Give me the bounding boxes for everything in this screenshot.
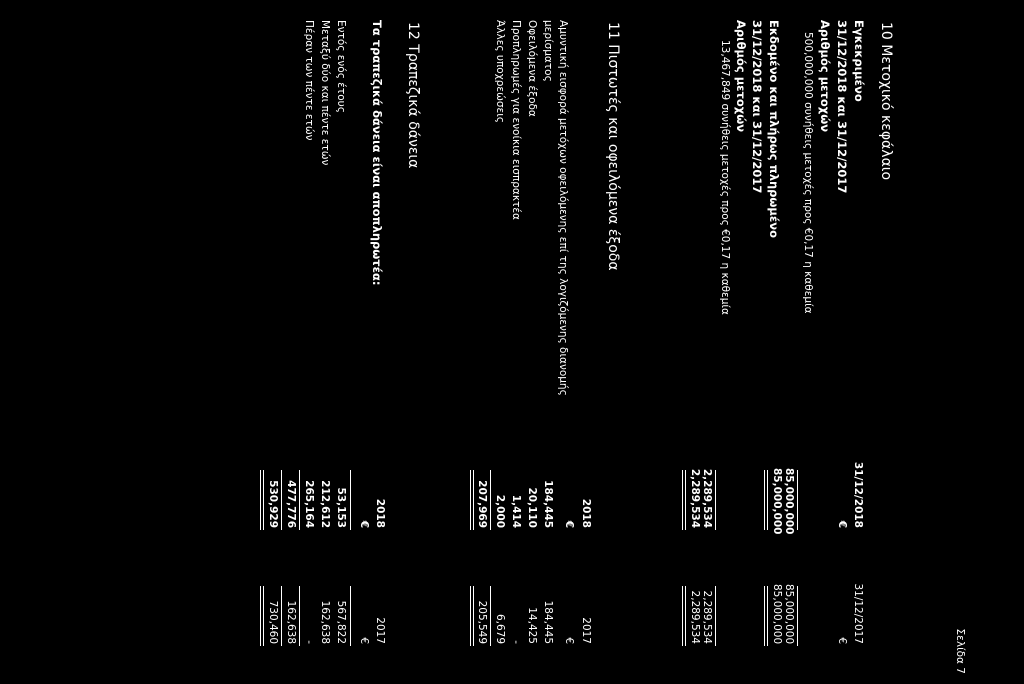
double-rule bbox=[260, 586, 261, 646]
liability-value-2018: 20,110 bbox=[526, 487, 538, 528]
note12-intro: Τα τραπεζικά δάνεια είναι αποπληρωτέα: bbox=[370, 20, 384, 286]
issued-value-2018: 2,289,534 bbox=[701, 468, 713, 528]
issued-heading: Εκδομένο και πλήρως πληρωμένο bbox=[767, 20, 781, 238]
double-rule bbox=[685, 586, 686, 646]
liability-label: Προπληρωμές για ενοίκια εισπρακτέα bbox=[510, 20, 522, 220]
note11-currency-2018: € bbox=[563, 520, 575, 528]
note12-total-2018: 530,929 bbox=[267, 480, 279, 528]
authorized-total-2018: 85,000,000 bbox=[771, 468, 783, 535]
liability-value-2018: 1,414 bbox=[510, 494, 522, 528]
note10-col-2017: 31/12/2017 bbox=[852, 583, 864, 644]
note11-total-2017: 205,549 bbox=[476, 600, 488, 644]
rule bbox=[281, 470, 282, 530]
loan-subtotal-2017: - bbox=[303, 640, 315, 644]
rule bbox=[350, 470, 351, 530]
loan-value-2017: 162,638 bbox=[285, 600, 297, 644]
rule bbox=[797, 470, 798, 530]
note10-currency-2017: € bbox=[836, 637, 848, 644]
double-rule bbox=[682, 470, 683, 530]
note11-total-2018: 207,969 bbox=[476, 480, 488, 528]
note10-col-2018: 31/12/2018 bbox=[852, 461, 864, 528]
note10-title: 10 Μετοχικό κεφάλαιο bbox=[878, 22, 894, 181]
double-rule bbox=[470, 470, 471, 530]
liability-value-2018: 184,445 bbox=[542, 480, 554, 528]
liability-label: Αμυντική εισφορά μετόχων οφειλόμενης επί της λογιζόμενης διανομής bbox=[557, 20, 569, 396]
loan-label: Εντός ενός έτους bbox=[335, 20, 347, 113]
liability-value-2017: 14,425 bbox=[526, 607, 538, 644]
loan-value-2018: 212,612 bbox=[319, 480, 331, 528]
rule bbox=[490, 470, 491, 530]
double-rule bbox=[685, 470, 686, 530]
note11-currency-2017: € bbox=[563, 637, 575, 644]
authorized-value-2018: 85,000,000 bbox=[783, 468, 795, 535]
issued-value-2017: 2,289,534 bbox=[701, 590, 713, 644]
liability-label: μερίσματος bbox=[542, 20, 554, 82]
liability-value-2017: 6,679 bbox=[494, 613, 506, 644]
note11-title: 11 Πιστωτές και οφειλόμενα έξοδα bbox=[605, 22, 621, 271]
note12-title: 12 Τραπεζικά δάνεια bbox=[405, 22, 421, 169]
double-rule bbox=[764, 586, 765, 646]
liability-label: Οφειλόμενα έξοδα bbox=[526, 20, 538, 117]
rule bbox=[490, 586, 491, 646]
authorized-shares-heading: Αριθμός μετοχών bbox=[818, 20, 832, 133]
rule bbox=[715, 586, 716, 646]
loan-label: Πέραν των πέντε ετών bbox=[303, 20, 315, 141]
rule bbox=[715, 470, 716, 530]
authorized-shares-text: 500,000,000 συνήθεις μετοχές προς €0,17 η καθεμία bbox=[802, 32, 814, 314]
rule bbox=[299, 586, 300, 646]
double-rule bbox=[260, 470, 261, 530]
issued-dates: 31/12/2018 και 31/12/2017 bbox=[750, 20, 764, 194]
loan-label: Μεταξύ δύο και πέντε ετών bbox=[319, 20, 331, 166]
loan-value-2018: 53,153 bbox=[335, 487, 347, 528]
rule bbox=[797, 586, 798, 646]
note11-col-2017: 2017 bbox=[580, 617, 592, 644]
double-rule bbox=[470, 586, 471, 646]
authorized-value-2017: 85,000,000 bbox=[783, 584, 795, 645]
double-rule bbox=[473, 586, 474, 646]
double-rule bbox=[263, 586, 264, 646]
note12-total-2017: 730,460 bbox=[267, 600, 279, 644]
double-rule bbox=[767, 470, 768, 530]
loan-value-2017: 567,822 bbox=[335, 600, 347, 644]
double-rule bbox=[764, 470, 765, 530]
liability-value-2017: - bbox=[510, 640, 522, 644]
authorized-heading: Εγκεκριμένο bbox=[852, 20, 866, 102]
issued-total-2017: 2,289,534 bbox=[689, 590, 701, 644]
loan-subtotal-2018: 265,164 bbox=[303, 480, 315, 528]
liability-label: Άλλες υποχρεώσεις bbox=[494, 20, 506, 123]
issued-total-2018: 2,289,534 bbox=[689, 468, 701, 528]
rule bbox=[281, 586, 282, 646]
note12-col-2018: 2018 bbox=[374, 498, 386, 528]
liability-value-2017: 184,445 bbox=[542, 600, 554, 644]
loan-value-2018: 477,776 bbox=[285, 480, 297, 528]
note12-col-2017: 2017 bbox=[374, 617, 386, 644]
rule bbox=[350, 586, 351, 646]
authorized-dates: 31/12/2018 και 31/12/2017 bbox=[835, 20, 849, 194]
double-rule bbox=[263, 470, 264, 530]
double-rule bbox=[473, 470, 474, 530]
double-rule bbox=[767, 586, 768, 646]
note12-currency-2018: € bbox=[358, 520, 370, 528]
issued-shares-heading: Αριθμός μετοχών bbox=[734, 20, 748, 133]
issued-shares-text: 13,467,849 συνήθεις μετοχές προς €0,17 η καθεμία bbox=[719, 40, 731, 315]
rule bbox=[299, 470, 300, 530]
authorized-total-2017: 85,000,000 bbox=[771, 584, 783, 645]
note11-col-2018: 2018 bbox=[580, 498, 592, 528]
double-rule bbox=[682, 586, 683, 646]
liability-value-2018: 2,000 bbox=[494, 494, 506, 528]
loan-value-2017: 162,638 bbox=[319, 600, 331, 644]
note10-currency-2018: € bbox=[836, 520, 848, 528]
note12-currency-2017: € bbox=[358, 637, 370, 644]
page-number: Σελίδα 7 bbox=[954, 628, 966, 674]
